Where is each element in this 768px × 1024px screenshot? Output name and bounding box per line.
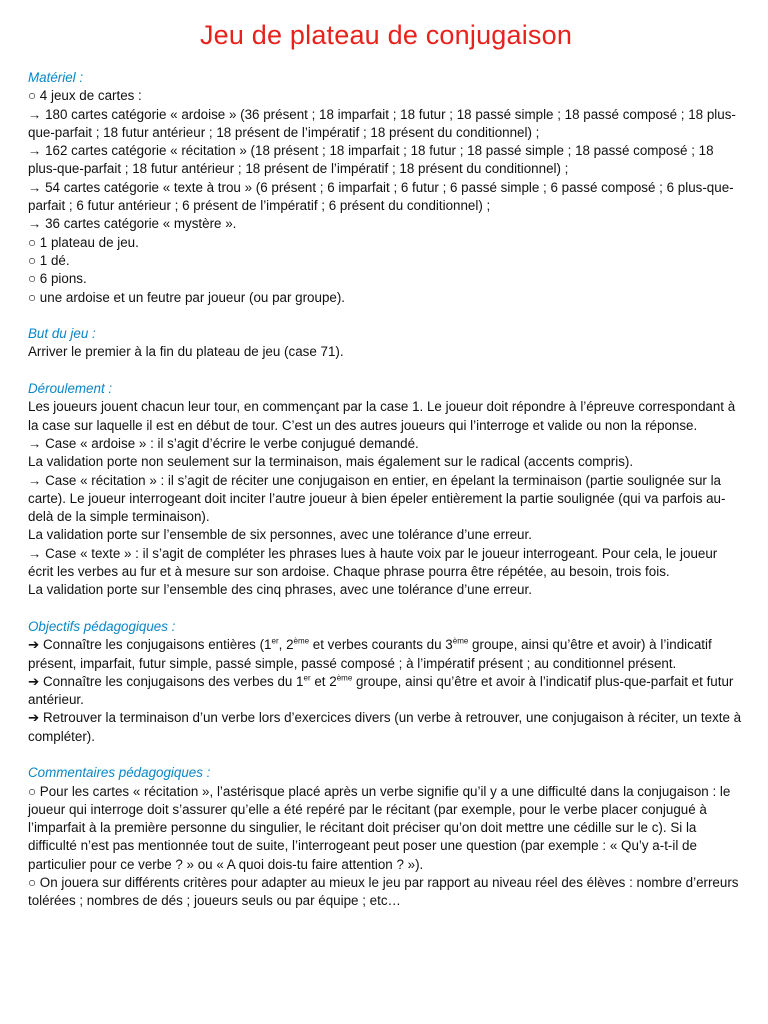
section-heading-materiel: Matériel : (28, 70, 84, 85)
objectif-item (28, 673, 744, 710)
objectif-text: groupe, ainsi qu’être et avoir à l’indicatif plus-que-parfait et futur antérieur. (28, 673, 734, 708)
deroulement-line: → Case « ardoise » : il s’agit d’écrire le verbe conjugué demandé. (28, 435, 419, 451)
section-deroulement (28, 380, 744, 600)
materiel-line: ○ une ardoise et un feutre par joueur (ou par groupe). (28, 289, 346, 305)
materiel-line: ○ 4 jeux de cartes : (28, 88, 142, 104)
objectif-text: groupe, ainsi qu’être et avoir) à l’indicatif présent, imparfait, futur simple, passé simple, passé composé ; à l’impératif présent ; au conditionnel présent. (28, 637, 712, 671)
objectif-text: , 2 (278, 637, 294, 653)
section-heading-but: But du jeu : (28, 326, 96, 342)
deroulement-line: La validation porte sur l’ensemble de six personnes, avec une tolérance d’une erreur. (28, 527, 532, 543)
objectif-text: Connaître les conjugaisons des verbes du 1 (42, 673, 304, 689)
arrow-bullet-icon: ➔ (28, 710, 40, 726)
commentaire-line: ○ On jouera sur différents critères pour adapter au mieux le jeu par rapport au niveau réel des élèves : nombre d’erreurs tolérées ; nombres de dés ; joueurs seuls ou par équipe ; etc… (28, 875, 739, 909)
arrow-bullet-icon: ➔ (28, 673, 40, 689)
document-page (28, 18, 744, 929)
but-line: Arriver le premier à la fin du plateau de jeu (case 71). (28, 344, 344, 360)
deroulement-line: La validation porte sur l’ensemble des cinq phrases, avec une tolérance d’une erreur. (28, 582, 532, 598)
deroulement-line: La validation porte non seulement sur la terminaison, mais également sur le radical (accents compris). (28, 454, 634, 470)
section-heading-deroulement: Déroulement : (28, 381, 113, 397)
deroulement-line: → Case « texte » : il s’agit de compléter les phrases lues à haute voix par le joueur interrogeant. Pour cela, le joueur écrit les verbes au fur et à mesure sur son ardoise. Chaque phrase pourra être répétée, au besoin, trois fois. (28, 545, 718, 580)
materiel-line: → 54 cartes catégorie « texte à trou » (6 présent ; 6 imparfait ; 6 futur ; 6 passé simple ; 6 passé composé ; 6 plus-que-parfait ; 6 futur antérieur ; 6 présent de l’impératif ; 6 présent du conditionnel) ; (28, 179, 734, 214)
commentaire-line: ○ Pour les cartes « récitation », l’astérisque placé après un verbe signifie qu’il y a une difficulté dans la conjugaison : le joueur qui interroge doit s’assurer qu’elle a été repéré par le récitant (par exemple, pour le verbe placer conjugué à l’imparfait à la première personne du singulier, le récitant doit préciser qu’on doit mettre une cédille sur le c). Si la difficulté n’est pas mentionnée tout de suite, l’interrogeant peut poser une question (par exemple : « Qu’y a-t-il de particulier pour ce verbe ? » ou « A quoi dois-tu faire attention ? »). (28, 783, 731, 872)
deroulement-line: Les joueurs jouent chacun leur tour, en commençant par la case 1. Le joueur doit répondre à l’épreuve correspondant à la case sur laquelle il est en début de tour. C’est un des autres joueurs qui l’interroge et valide ou non la réponse. (28, 399, 736, 433)
materiel-line: → 36 cartes catégorie « mystère ». (28, 216, 237, 232)
section-materiel (28, 69, 744, 307)
materiel-line: → 180 cartes catégorie « ardoise » (36 présent ; 18 imparfait ; 18 futur ; 18 passé simple ; 18 passé composé ; 18 plus-que-parfait ; 18 futur antérieur ; 18 présent de l’impératif ; 18 présent du conditionnel) ; (28, 106, 736, 140)
page-title: Jeu de plateau de conjugaison (199, 20, 573, 50)
section-heading-commentaires: Commentaires pédagogiques : (28, 765, 211, 781)
materiel-line: → 162 cartes catégorie « récitation » (18 présent ; 18 imparfait ; 18 futur ; 18 passé simple ; 18 passé composé ; 18 plus-que-parfait ; 18 futur antérieur ; 18 présent de l’impératif ; 18 présent du conditionnel) ; (28, 143, 714, 177)
objectif-item (28, 636, 744, 673)
objectif-text: et verbes courants du 3 (309, 637, 453, 653)
materiel-line: ○ 1 dé. (28, 252, 70, 268)
section-but (28, 325, 744, 362)
arrow-bullet-icon: ➔ (28, 637, 40, 653)
superscript: er (303, 673, 311, 683)
section-objectifs (28, 618, 744, 746)
section-heading-objectifs: Objectifs pédagogiques : (28, 618, 176, 634)
superscript: er (271, 636, 279, 646)
deroulement-line: → Case « récitation » : il s’agit de réciter une conjugaison en entier, en épelant la terminaison (partie soulignée sur la carte). Le joueur interrogeant doit inciter l’autre joueur à bien épeler entièrement la partie soulignée (qui va parfois au-delà de la simple terminaison). (28, 472, 726, 525)
section-commentaires (28, 764, 744, 910)
materiel-line: ○ 6 pions. (28, 271, 87, 287)
superscript: ème (293, 636, 310, 646)
objectif-item (28, 709, 744, 746)
materiel-line: ○ 1 plateau de jeu. (28, 234, 139, 250)
superscript: ème (452, 636, 469, 646)
objectif-text: Connaître les conjugaisons entières (1 (42, 637, 272, 653)
superscript: ème (336, 673, 353, 683)
objectif-text: Retrouver la terminaison d’un verbe lors d’exercices divers (un verbe à retrouver, une conjugaison à réciter, un texte à compléter). (28, 710, 742, 744)
objectif-text: et 2 (310, 673, 337, 689)
